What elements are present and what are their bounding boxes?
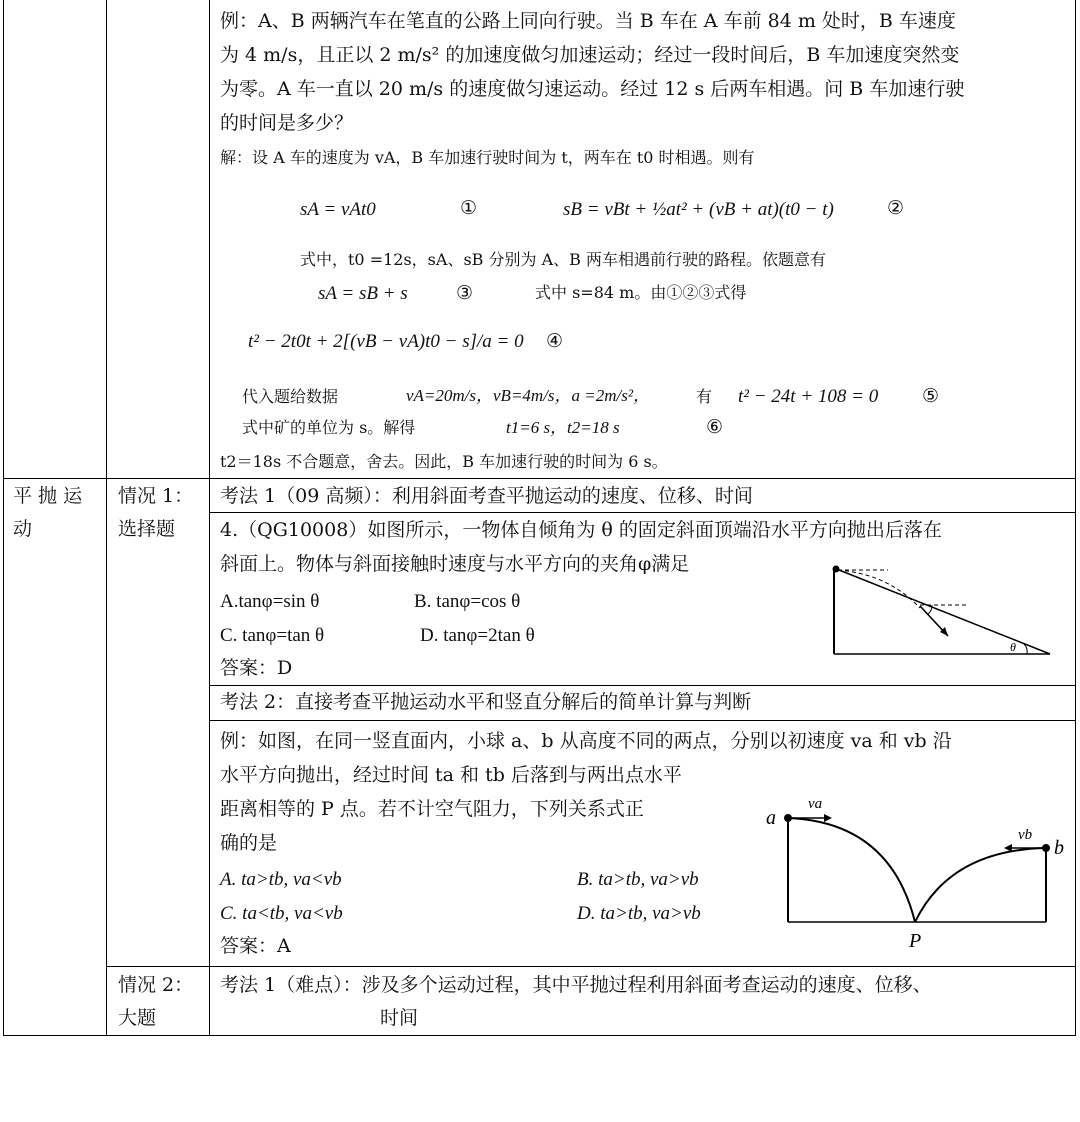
- equation-5-mark: ⑤: [922, 385, 940, 407]
- theta-label: θ: [1010, 640, 1016, 654]
- label-a: a: [766, 807, 776, 829]
- method3-line1: 考法 1（难点）：涉及多个运动过程，其中平抛过程利用斜面考查运动的速度、位移、: [220, 974, 932, 996]
- trajectory-dashed: [838, 570, 920, 608]
- q4-line2: 斜面上。物体与斜面接触时速度与水平方向的夹角φ满足: [220, 553, 690, 575]
- velocity-arrowhead-a: [824, 814, 832, 822]
- method1-title: 考法 1（09 高频）：利用斜面考查平抛运动的速度、位移、时间: [220, 485, 753, 507]
- projectile-figure: [760, 790, 1070, 960]
- q4-option-c: C. tanφ=tan θ: [220, 625, 325, 646]
- example2-option-d: D. ta>tb, va>vb: [577, 903, 701, 924]
- row-divider-category: [3, 478, 1076, 479]
- trajectory-a: [788, 818, 915, 922]
- method2-title: 考法 2：直接考查平抛运动水平和竖直分解后的简单计算与判断: [220, 691, 752, 713]
- q4-option-b: B. tanφ=cos θ: [414, 591, 521, 612]
- label-vb: vb: [1018, 827, 1033, 843]
- explanation-1: 式中，t0 =12s，sA、sB 分别为 A、B 两车相遇前行驶的路程。依题意有: [300, 250, 826, 269]
- example2-option-c: C. ta<tb, va<vb: [220, 903, 343, 924]
- incline-figure: [828, 562, 1058, 662]
- ball-b: [1042, 844, 1050, 852]
- equation-1: sA = vAt0: [300, 199, 376, 220]
- substitution-label: 代入题给数据: [242, 387, 339, 406]
- example2-line1: 例：如图，在同一竖直面内，小球 a、b 从高度不同的两点，分别以初速度 va 和 vb 沿: [220, 730, 952, 752]
- substitution-values: vA=20m/s，vB=4m/s，a =2m/s²，: [406, 386, 650, 405]
- label-p: P: [909, 930, 922, 952]
- table-left-border: [3, 0, 4, 1036]
- q4-line1: 4.（QG10008）如图所示，一物体自倾角为 θ 的固定斜面顶端沿水平方向抛出后落在: [220, 519, 942, 541]
- example2-line4: 确的是: [220, 832, 278, 854]
- example1-line1: 例：A、B 两辆汽车在笔直的公路上同向行驶。当 B 车在 A 车前 84 m 处时，B 车速度: [220, 10, 956, 32]
- solution-intro: 解：设 A 车的速度为 vA，B 车加速行驶时间为 t，两车在 t0 时相遇。则有: [220, 148, 755, 167]
- category-label-line2: 动: [13, 518, 33, 540]
- equation-5: t² − 24t + 108 = 0: [738, 386, 879, 407]
- roots: t1=6 s，t2=18 s: [506, 418, 620, 437]
- q4-answer: 答案：D: [220, 657, 293, 679]
- equation-2: sB = vBt + ½at² + (vB + at)(t0 − t): [563, 199, 834, 220]
- unit-note: 式中矿的单位为 s。解得: [242, 418, 416, 437]
- q4-option-d: D. tanφ=2tan θ: [420, 625, 535, 646]
- table-right-border: [1075, 0, 1076, 1036]
- example2-answer: 答案：A: [220, 935, 291, 957]
- case1-label-line1: 情况 1：: [118, 485, 194, 507]
- example1-line3: 为零。A 车一直以 20 m/s 的速度做匀速运动。经过 12 s 后两车相遇。问 B 车加速行驶: [220, 78, 965, 100]
- row-divider-example2: [209, 720, 1076, 721]
- incline-slope: [834, 568, 1050, 654]
- equation-3-mark: ③: [456, 282, 474, 304]
- explanation-2: 式中 s=84 m。由①②③式得: [535, 283, 747, 302]
- row-divider-method1: [209, 512, 1076, 513]
- example2-option-a: A. ta>tb, va<vb: [220, 869, 342, 890]
- example2-option-b: B. ta>tb, va>vb: [577, 869, 699, 890]
- projectile-ball: [833, 566, 840, 573]
- trajectory-b: [915, 848, 1046, 922]
- label-va: va: [808, 796, 823, 812]
- equation-2-mark: ②: [887, 197, 905, 219]
- case1-label-line2: 选择题: [118, 518, 176, 540]
- q4-option-a: A.tanφ=sin θ: [220, 591, 320, 612]
- row-divider-case2: [106, 966, 1076, 967]
- equation-1-mark: ①: [460, 197, 478, 219]
- equation-6-mark: ⑥: [706, 416, 724, 438]
- case2-label-line2: 大题: [118, 1007, 157, 1029]
- example1-line2: 为 4 m/s，且正以 2 m/s² 的加速度做匀加速运动；经过一段时间后，B 车加速度突然变: [220, 44, 960, 66]
- ball-a: [784, 814, 792, 822]
- example2-line3: 距离相等的 P 点。若不计空气阻力，下列关系式正: [220, 798, 644, 820]
- equation-3: sA = sB + s: [318, 283, 408, 304]
- label-b: b: [1054, 837, 1064, 859]
- substitution-have: 有: [696, 387, 713, 406]
- example2-line2: 水平方向抛出，经过时间 ta 和 tb 后落到与两出点水平: [220, 764, 682, 786]
- method3-line2: 时间: [380, 1007, 419, 1029]
- table-bottom-border: [3, 1035, 1076, 1036]
- velocity-arrowhead-b: [1004, 844, 1012, 852]
- equation-4: t² − 2t0t + 2[(vB − vA)t0 − s]/a = 0: [248, 331, 524, 352]
- equation-4-mark: ④: [546, 330, 564, 352]
- example1-line4: 的时间是多少？: [220, 112, 354, 134]
- category-label-line1: 平 抛 运: [13, 485, 83, 507]
- row-divider-method2: [209, 685, 1076, 686]
- table-col2-divider: [209, 0, 210, 1036]
- conclusion: t2＝18s 不合题意，舍去。因此，B 车加速行驶的时间为 6 s。: [220, 452, 668, 471]
- case2-label-line1: 情况 2：: [118, 974, 194, 996]
- table-col1-divider: [106, 0, 107, 1036]
